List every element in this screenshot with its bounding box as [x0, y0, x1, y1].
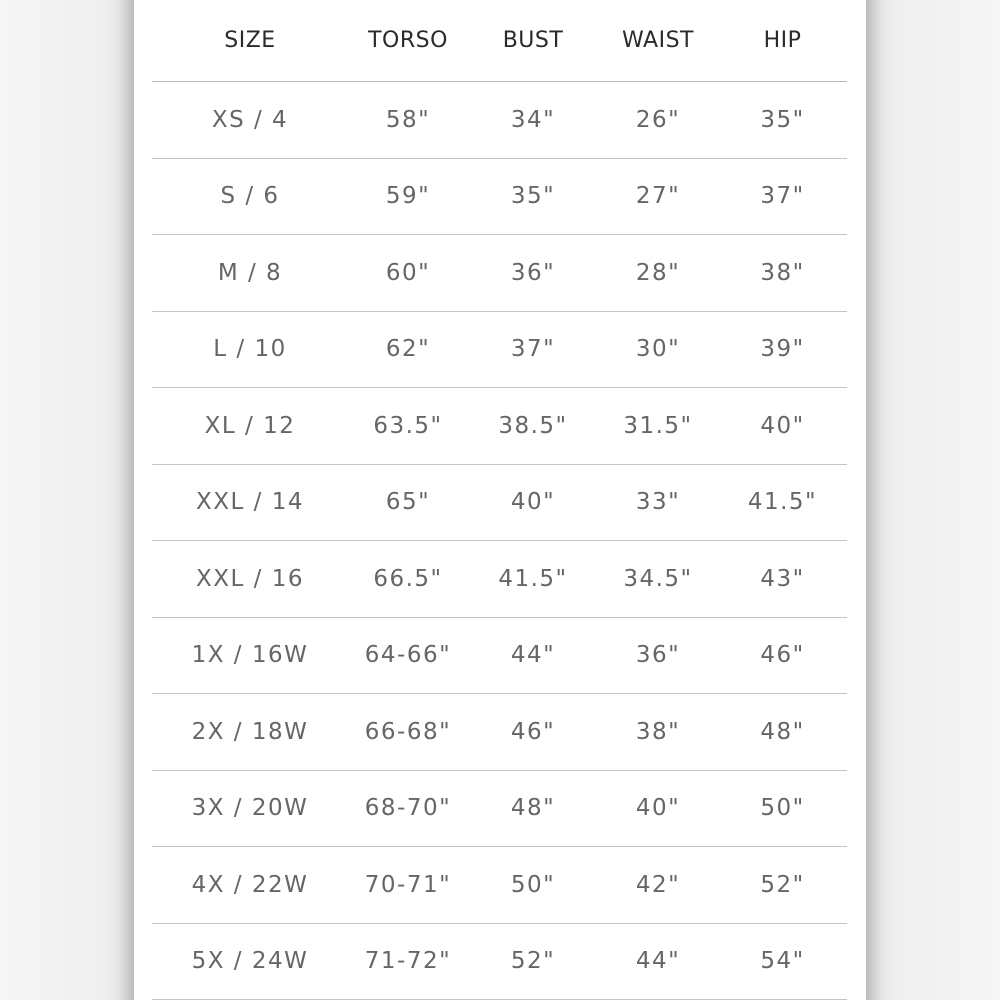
size-cell: XXL / 16: [196, 565, 304, 592]
hip-cell: 48": [760, 718, 805, 745]
bust-cell: 44": [510, 642, 556, 669]
waist-cell: 27": [635, 183, 681, 210]
hip-cell: 37": [760, 183, 805, 210]
torso-cell: 63.5": [373, 412, 443, 439]
size-cell: 3X / 20W: [191, 795, 309, 822]
bust-cell: 48": [510, 795, 556, 822]
table-row: [152, 847, 847, 924]
torso-cell: 66.5": [373, 565, 443, 592]
table-row: [152, 388, 847, 465]
waist-cell: 33": [635, 489, 681, 516]
size-cell: XXL / 14: [196, 489, 304, 516]
waist-cell: 28": [635, 259, 681, 286]
size-cell: S / 6: [220, 183, 280, 210]
hip-cell: 50": [760, 795, 805, 822]
waist-cell: 44": [635, 948, 681, 975]
size-cell: 5X / 24W: [191, 948, 309, 975]
size-cell: 2X / 18W: [191, 718, 309, 745]
size-cell: XS / 4: [211, 106, 289, 133]
torso-cell: 64-66": [364, 642, 452, 669]
table-row: [152, 82, 847, 159]
size-cell: 4X / 22W: [191, 871, 309, 898]
header-bust: BUST: [502, 28, 564, 53]
bust-cell: 38.5": [498, 412, 568, 439]
hip-cell: 52": [760, 871, 805, 898]
bust-cell: 50": [510, 871, 556, 898]
header-torso: TORSO: [368, 28, 448, 53]
torso-cell: 59": [385, 183, 431, 210]
size-cell: 1X / 16W: [191, 642, 309, 669]
hip-cell: 35": [760, 106, 805, 133]
waist-cell: 30": [635, 336, 681, 363]
torso-cell: 60": [385, 259, 431, 286]
torso-cell: 68-70": [364, 795, 452, 822]
size-cell: M / 8: [217, 259, 283, 286]
hip-cell: 54": [760, 948, 805, 975]
table-row: [152, 924, 847, 1000]
size-cell: L / 10: [213, 336, 287, 363]
size-chart-table: [152, 0, 847, 1000]
torso-cell: 71-72": [364, 948, 452, 975]
header-row: [152, 0, 847, 82]
hip-cell: 39": [760, 336, 805, 363]
torso-cell: 66-68": [364, 718, 452, 745]
table-row: [152, 159, 847, 236]
waist-cell: 36": [635, 642, 681, 669]
backdrop-right: [860, 0, 1000, 1000]
waist-cell: 31.5": [623, 412, 693, 439]
table-row: [152, 541, 847, 618]
waist-cell: 42": [635, 871, 681, 898]
waist-cell: 38": [635, 718, 681, 745]
hip-cell: 40": [760, 412, 805, 439]
waist-cell: 40": [635, 795, 681, 822]
bust-cell: 36": [510, 259, 556, 286]
torso-cell: 70-71": [364, 871, 452, 898]
bust-cell: 35": [510, 183, 556, 210]
table-row: [152, 465, 847, 542]
hip-cell: 43": [760, 565, 805, 592]
torso-cell: 65": [385, 489, 431, 516]
bust-cell: 46": [510, 718, 556, 745]
header-hip: HIP: [763, 28, 802, 53]
hip-cell: 46": [760, 642, 805, 669]
hip-cell: 41.5": [747, 489, 818, 516]
bust-cell: 41.5": [498, 565, 568, 592]
header-size: SIZE: [224, 28, 276, 53]
size-cell: XL / 12: [204, 412, 296, 439]
table-row: [152, 618, 847, 695]
hip-cell: 38": [760, 259, 805, 286]
bust-cell: 52": [510, 948, 556, 975]
torso-cell: 62": [385, 336, 431, 363]
table-row: [152, 771, 847, 848]
bust-cell: 34": [510, 106, 556, 133]
table-row: [152, 694, 847, 771]
table-row: [152, 235, 847, 312]
waist-cell: 26": [635, 106, 681, 133]
bust-cell: 40": [510, 489, 556, 516]
backdrop-left: [0, 0, 140, 1000]
table-row: [152, 312, 847, 389]
bust-cell: 37": [510, 336, 556, 363]
header-waist: WAIST: [622, 28, 694, 53]
torso-cell: 58": [385, 106, 431, 133]
waist-cell: 34.5": [623, 565, 693, 592]
